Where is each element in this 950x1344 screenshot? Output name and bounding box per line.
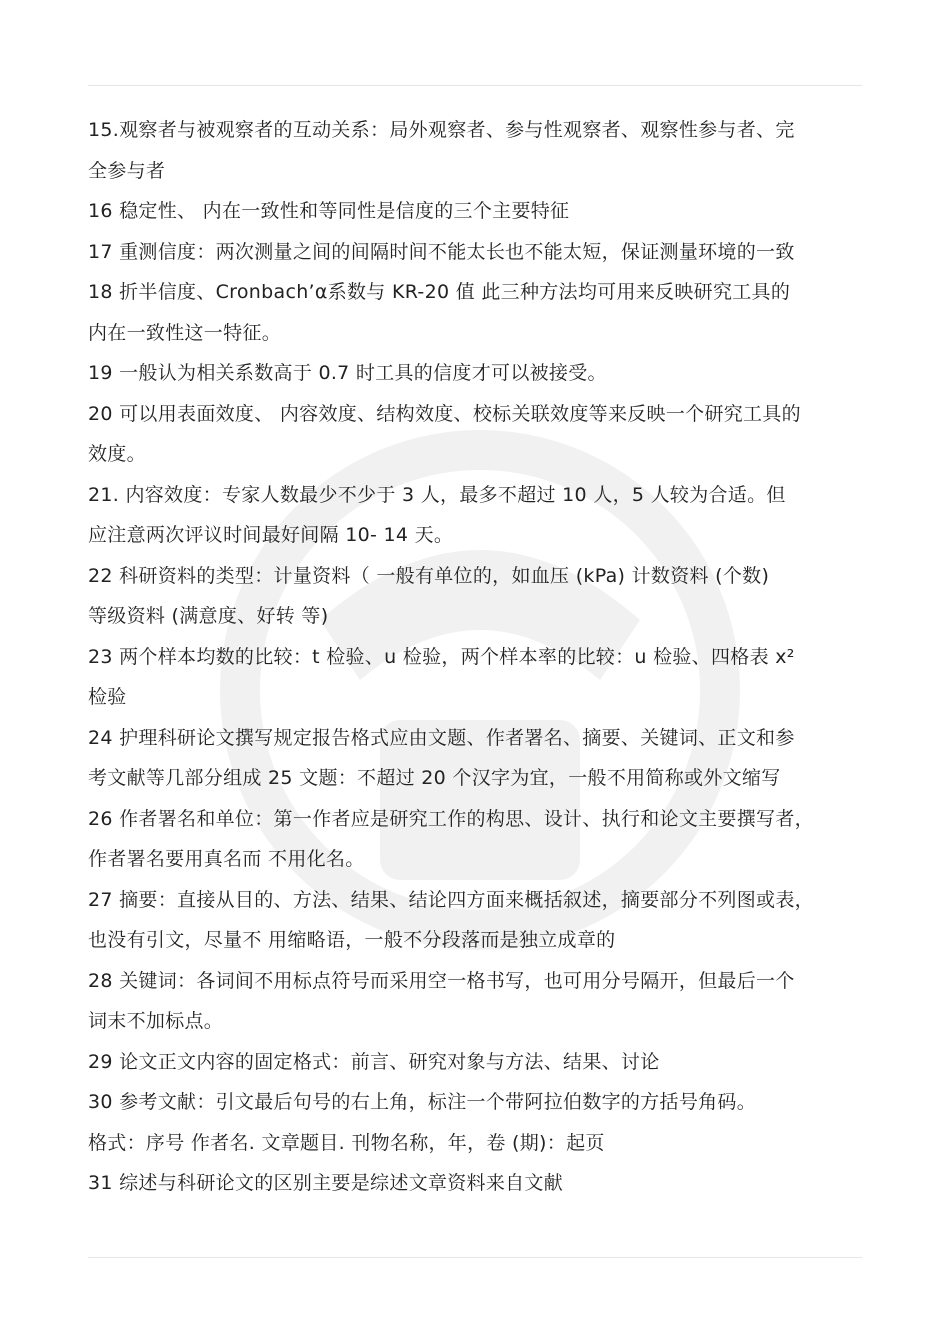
text-line: 也没有引文，尽量不 用缩略语，一般不分段落而是独立成章的 (88, 929, 616, 951)
header-divider (88, 85, 862, 86)
text-line: 内在一致性这一特征。 (88, 321, 282, 344)
text-line: 词末不加标点。 (88, 1010, 224, 1032)
text-line: 检验 (88, 686, 127, 708)
text-line: 作者署名要用真名而 不用化名。 (88, 848, 365, 870)
text-line: 18 折半信度、Cronbach’α系数与 KR-20 值 此三种方法均可用来反映研究工具的 (88, 281, 791, 303)
text-line: 应注意两次评议时间最好间隔 10- 14 天。 (88, 524, 454, 546)
text-line: 29 论文正文内容的固定格式：前言、研究对象与方法、结果、讨论 (88, 1050, 660, 1073)
text-line: 考文献等几部分组成 25 文题：不超过 20 个汉字为宜，一般不用简称或外文缩写 (88, 767, 781, 789)
text-line: 17 重测信度：两次测量之间的间隔时间不能太长也不能太短，保证测量环境的一致 (88, 240, 795, 263)
text-line: 26 作者署名和单位：第一作者应是研究工作的构思、设计、执行和论文主要撰写者， (88, 807, 814, 830)
text-line: 31 综述与科研论文的区别主要是综述文章资料来自文献 (88, 1172, 564, 1194)
text-line: 23 两个样本均数的比较：t 检验、u 检验，两个样本率的比较：u 检验、四格表 x² (88, 645, 795, 668)
text-line: 全参与者 (88, 159, 166, 182)
text-line: 15.观察者与被观察者的互动关系：局外观察者、参与性观察者、观察性参与者、完 (88, 119, 795, 141)
text-line: 20 可以用表面效度、 内容效度、结构效度、校标关联效度等来反映一个研究工具的 (88, 402, 801, 425)
text-line: 30 参考文献：引文最后句号的右上角，标注一个带阿拉伯数字的方括号角码。 (88, 1091, 757, 1113)
text-line: 24 护理科研论文撰写规定报告格式应由文题、作者署名、摘要、关键词、正文和参 (88, 726, 795, 749)
text-line: 28 关键词：各词间不用标点符号而采用空一格书写，也可用分号隔开，但最后一个 (88, 969, 795, 992)
text-line: 22 科研资料的类型：计量资料（ 一般有单位的，如血压 (kPa) 计数资料 (个数) (88, 564, 770, 587)
text-line: 21. 内容效度：专家人数最少不少于 3 人，最多不超过 10 人，5 人较为合适。但 (88, 483, 786, 506)
text-line: 27 摘要：直接从目的、方法、结果、结论四方面来概括叙述，摘要部分不列图或表， (88, 888, 814, 911)
text-line: 等级资料 (满意度、好转 等) (88, 605, 329, 627)
text-line: 效度。 (88, 443, 146, 465)
text-line: 格式：序号 作者名. 文章题目. 刊物名称，年，卷 (期)：起页 (88, 1131, 605, 1154)
document-body (88, 110, 860, 1204)
text-line: 19 一般认为相关系数高于 0.7 时工具的信度才可以被接受。 (88, 362, 607, 384)
footer-divider (88, 1257, 862, 1258)
text-line: 16 稳定性、 内在一致性和等同性是信度的三个主要特征 (88, 200, 570, 222)
